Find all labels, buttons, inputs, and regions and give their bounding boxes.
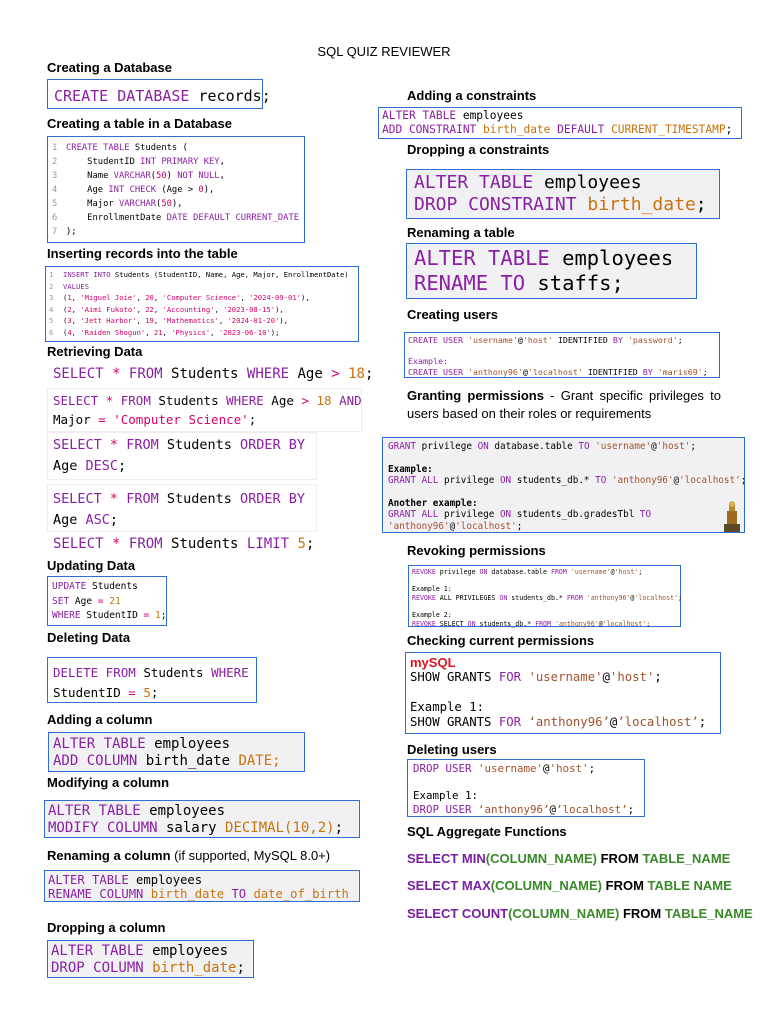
heading-renaming-table: Renaming a table: [407, 225, 515, 240]
code-grant: GRANT privilege ON database.table TO 'username'@'host'; Example: GRANT ALL privilege ON students_db.* TO 'anthony96'@'localhost'; Another example: GRANT ALL privilege ON students_db.gradesTbl TO 'anthony96'@'localhost';: [382, 437, 745, 533]
code-rename-table: ALTER TABLE employees RENAME TO staffs;: [406, 243, 697, 299]
code-revoke: REVOKE privilege ON database.table FROM 'username'@'host'; Example 1: REVOKE ALL PRIVILEGES ON students_db.* FROM 'anthony96'@'localhost'; Example 2: REVOKE SELECT ON students_db.* FROM 'anthony96'@'localhost';: [408, 565, 681, 627]
code-check-permissions: mySQL SHOW GRANTS FOR 'username'@'host'; Example 1: SHOW GRANTS FOR ‘anthony96’@’localhost’;: [405, 652, 721, 734]
query-order-asc: SELECT * FROM Students ORDER BY Age ASC;: [53, 491, 306, 528]
code-create-database: [47, 79, 271, 109]
query-limit: SELECT * FROM Students LIMIT 5;: [53, 536, 315, 552]
code-drop-column: ALTER TABLE employees DROP COLUMN birth_date;: [47, 940, 254, 978]
code-lines: 1 INSERT INTO Students (StudentID, Name, Age, Major, EnrollmentDate) 2 VALUES 3 (1, 'Miguel Joie', 20, 'Computer Science', '2024-09-01'), 4 (2, 'Aimi Fukoto', 22, 'Accounting', '2023-08-15'), 5 (3, 'Jett Harbor', 19, 'Mathematics', '2024-01-20'), 6 (4, 'Raiden Shogun', 21, 'Physics', '2023-06-10');: [49, 270, 349, 337]
heading-modifying-column: Modifying a column: [47, 775, 170, 790]
grant-description: Granting permissions - Grant specific privileges to users based on their roles or requirements: [407, 388, 721, 421]
code-text: records;: [189, 87, 271, 105]
mysql-logo: mySQL: [410, 655, 456, 670]
code-add-column: ALTER TABLE employees ADD COLUMN birth_date DATE;: [48, 732, 305, 772]
code-delete: DELETE FROM Students WHERE StudentID = 5;: [47, 657, 257, 703]
heading-deleting-users: Deleting users: [407, 742, 497, 757]
heading-creating-users: Creating users: [407, 307, 499, 322]
heading-checking-permissions: Checking current permissions: [407, 633, 595, 648]
character-figure-icon: [721, 500, 743, 532]
code-rename-column: ALTER TABLE employees RENAME COLUMN birth_date TO date_of_birth: [44, 870, 360, 902]
heading-dropping-constraints: Dropping a constraints: [407, 142, 550, 157]
code-insert-records: [45, 266, 359, 342]
heading-create-database: Creating a Database: [47, 60, 172, 75]
heading-dropping-column: Dropping a column: [47, 920, 166, 935]
code-create-users: CREATE USER 'username'@'host' IDENTIFIED BY 'password'; Example: CREATE USER 'anthony96'@'localhost' IDENTIFIED BY 'maris69';: [404, 332, 720, 378]
code-add-constraint: ALTER TABLE employees ADD CONSTRAINT birth_date DEFAULT CURRENT_TIMESTAMP;: [378, 107, 742, 139]
aggregate-max: SELECT MAX(COLUMN_NAME) FROM TABLE NAME: [407, 878, 732, 893]
heading-retrieving-data: Retrieving Data: [47, 344, 143, 359]
aggregate-count: SELECT COUNT(COLUMN_NAME) FROM TABLE_NAME: [407, 906, 753, 921]
code-delete-users: DROP USER 'username'@'host'; Example 1: DROP USER ‘anthony96’@’localhost’;: [407, 759, 645, 817]
page-title: SQL QUIZ REVIEWER: [317, 44, 451, 59]
code-modify-column: ALTER TABLE employees MODIFY COLUMN salary DECIMAL(10,2);: [44, 800, 360, 838]
heading-create-table: Creating a table in a Database: [47, 116, 232, 131]
code-update: UPDATE Students SET Age = 21 WHERE StudentID = 1;: [47, 576, 167, 626]
heading-aggregate-functions: SQL Aggregate Functions: [407, 824, 567, 839]
heading-adding-constraints: Adding a constraints: [407, 88, 537, 103]
query-order-desc: SELECT * FROM Students ORDER BY Age DESC;: [53, 437, 306, 474]
code-lines: 1 CREATE TABLE Students ( 2 StudentID INT PRIMARY KEY, 3 Name VARCHAR(50) NOT NULL, 4 Age INT CHECK (Age > 0), 5 Major VARCHAR(50), 6 EnrollmentDate DATE DEFAULT CURRENT_DATE 7 );: [52, 143, 300, 237]
heading-deleting-data: Deleting Data: [47, 630, 131, 645]
heading-insert-records: Inserting records into the table: [47, 246, 238, 261]
query-select-and: SELECT * FROM Students WHERE Age > 18 AND Major = 'Computer Science';: [53, 393, 362, 427]
code-keyword: CREATE DATABASE: [54, 87, 190, 105]
heading-adding-column: Adding a column: [47, 712, 153, 727]
heading-revoking-permissions: Revoking permissions: [407, 543, 546, 558]
heading-renaming-column: Renaming a column (if supported, MySQL 8.0+): [47, 848, 331, 863]
code-drop-constraint: ALTER TABLE employees DROP CONSTRAINT birth_date;: [406, 169, 720, 219]
heading-updating-data: Updating Data: [47, 558, 136, 573]
code-create-table: [47, 136, 305, 243]
aggregate-min: SELECT MIN(COLUMN_NAME) FROM TABLE_NAME: [407, 851, 731, 866]
query-select-where: SELECT * FROM Students WHERE Age > 18;: [53, 366, 374, 382]
